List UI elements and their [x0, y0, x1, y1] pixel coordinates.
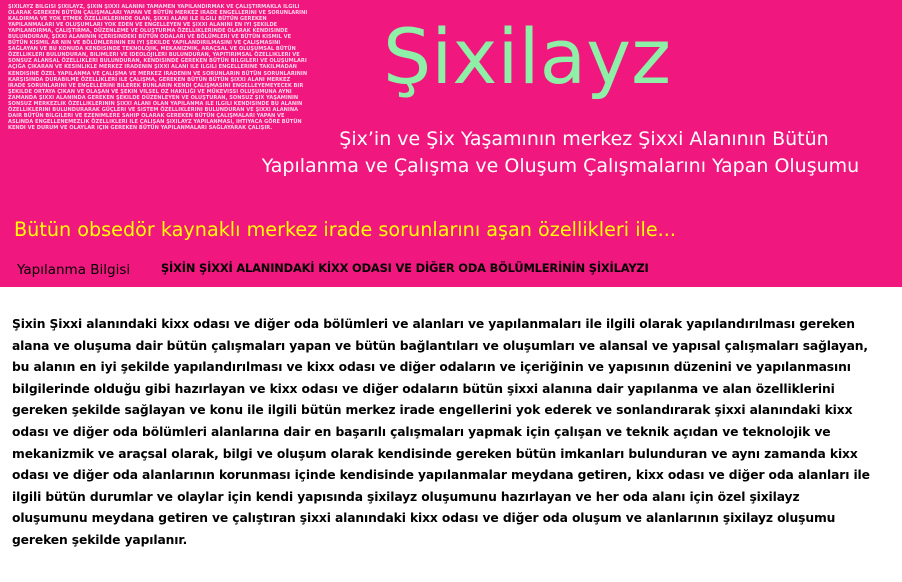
paragraph-line: ilgili bütün durumlar ve olaylar için kendi yapısında şixilayz oluşumunu hazırlayan ve her oda alanı için özel şixilayz [12, 489, 800, 504]
header-banner [0, 0, 902, 287]
tagline: Bütün obsedör kaynaklı merkez irade sorunlarını aşan özellikleri ile... [14, 218, 676, 241]
paragraph-line: bilgilerinde olduğu gibi hazırlayan ve kixx odası ve diğer odaların bütün şixxi alanına dair yapılanma ve alan özelliklerini [12, 381, 835, 396]
paragraph-line: gereken şekilde sağlayan ve konu ile ilgili bütün merkez irade engellerini yok ederek ve sonlandırarak şixxi alanındaki kixx [12, 403, 853, 418]
logo-title: Şixilayz [383, 12, 672, 101]
subtitle-line-1: Şix’in ve Şix Yaşamının merkez Şixxi Alanının Bütün [339, 128, 829, 150]
paragraph-line: bu alanın en iyi şekilde yapılandırılması ve kixx odası ve diğer odaların ve içeriğinin ve yapısının düzenini ve yapılanmasını [12, 360, 851, 375]
paragraph-line: gereken şekilde yapılanır. [12, 532, 188, 547]
section-heading: ŞİXİN ŞİXXİ ALANINDAKİ KİXX ODASI VE DİĞER ODA BÖLÜMLERİNİN ŞİXİLAYZI [161, 261, 649, 275]
body-paragraph [12, 314, 890, 552]
paragraph-line: alana ve oluşuma dair bütün çalışmaları yapan ve bütün bağlantıları ve oluşumları ve alansal ve yapısal çalışmaları sağlayan, [12, 338, 868, 353]
paragraph-line: odası ve diğer oda alanlarının korunması içinde kendisinde yapılanmalar meydana getiren, kixx odası ve diğer oda alanları ile [12, 468, 870, 483]
subtitle-line-2: Yapılanma ve Çalışma ve Oluşum Çalışmalarını Yapan Oluşumu [261, 155, 860, 177]
paragraph-line: mekanizmik ve araçsal olarak, bilgi ve oluşum olarak kendisinde gereken bütün imkanları bulunduran ve aynı zamanda kixx [12, 446, 858, 461]
paragraph-line: odası ve diğer oda bölümleri alanlarına dair en başarılı çalışmaları yapmak için çalışan ve teknik açıdan ve teknolojik ve [12, 424, 831, 439]
paragraph-line: oluşumunu meydana getiren ve çalıştıran şixxi alanındaki kixx odası ve diğer oda oluşum ve alanlarının şixilayz oluşumu [12, 511, 836, 526]
paragraph-line: Şixin Şixxi alanındaki kixx odası ve diğer oda bölümleri ve alanları ve yapılanmaları ile ilgili olarak yapılandırılması gereken [12, 317, 855, 331]
section-label: Yapılanma Bilgisi [17, 262, 131, 278]
fine-print-block: ŞIXILAYZ BILGISI ŞIXILAYZ, ŞIXIN ŞIXXI ALANINI TAMAMEN YAPILANDIRMAK VE ÇALIŞTIRMAKLA ILGILI OLARAK GEREKEN BÜTÜN ÇALIŞMALARI YAPAN VE BÜTÜN MERKEZ IRADE ENGELLERINI VE SORUNLARINI KALDIRMA VE YOK ETMEK ÖZELLIKLERINDE OLAN, ŞIXXI ALANI ILE ILGILI BÜTÜN GEREKEN YAPILANMALARI VE OLUŞUMLARI YOK EDEN VE ENGELLEYEN VE ŞIXXI ALANINI EN IYI ŞEKILDE YAPILANDIRMA, ÇALIŞTIRMA, DÜZENLEME VE OLUŞTURMA ÖZELLIKLERINDE OLARAK KENDISINDE BULUNDURAN, ŞIXXI ALANININ IÇERISINDEKI BÜTÜN ODALARI VE BÖLÜMLERI VE BÜTÜN KISMIL VE BÜTÜN KISMIL AR NIN VE BÖLÜMLERININ EN IYI ŞEKILDE YAPILANDIRILMASINI VE ÇALIŞMASINI SAĞLAYAN VE BU KONUDA KENDISINDE TEKNOLOJIK, MEKANIZMIK, ARAÇSAL VE OLUŞUMSAL BÜTÜN ÖZELLIKLERI BULUNDURAN, BILIMLERI VE IDEOLOJILERI BULUNDURAN, YAPITIRIMSAL ÖZELLIKLERI VE SONSUZ ALANSAL ÖZELLIKLERI BULUNDURAN, KENDISINDE GEREKEN BÜTÜN BILGILERI VE OLUŞUMLARI AÇIĞA ÇIKARAN VE KESINLIKLE MERKEZ IRADENIN ŞIXXI ALANI ILE ILGILI ENGELLERINE TAKILMADAN KENDISINE ÖZEL YAPILANMA VE ÇALIŞMA VE MERKEZ IRADENIN VE SORUNLARIN BÜTÜN SORUNLARININ KARŞISINDA DURABILME ÖZELLIKLERI ILE ÇALIŞMA, GEREKEN BÜTÜN BÜTÜN ŞIXXI ALANI MERKEZ IRADE SORUNLARINI VE ENGELLERINI BILEREK BUNLARIN KENDI ÇALIŞMASINI ENGELLEYEMEYECEK BIR ŞEKILDE ORTAYA ÇIKAN VE OLAŞAN VE ŞEKIN VILSEL OZ HAKILIĞI VE MÜKEVISSI OLUŞUMUNA AYNI ZAMANDA ŞIXXI ALANINDA GEREKEN ŞEKILDE DÜZENLEYEN VE OLUŞTURAN, SONSUZ ŞIX YAŞAMININ SONSUZ MERKEZLIK ÖZELLIKLERININ ŞIXXI ALANI OLAN YAPILANMA ILE ILGILI KENDISINDE BU ALANIN ÖZELLIKLERINI BULUNDURARAK GÜÇLERI VE SISTEM ÖZELLIKLERINI BULUNDURAN VE ŞIXXI ALANINA DAIR BÜTÜN BILGILERI VE EZENIMLERE SAHIP OLARAK GEREKEN BÜTÜN ÇALIŞMALARI YAPAN VE ASLINDA ENGELLENEMEZLIK ÖZELLIKLERI ILE ÇALIŞAN ŞIXILAYZ YAPILANMASI, IHTIYACA GÖRE BÜTÜN KENDI VE DURUM VE OLAYLAR IÇIN GEREKEN BÜTÜN YAPILANMALARI SAĞLAYARAK ÇALIŞIR. [8, 4, 308, 131]
